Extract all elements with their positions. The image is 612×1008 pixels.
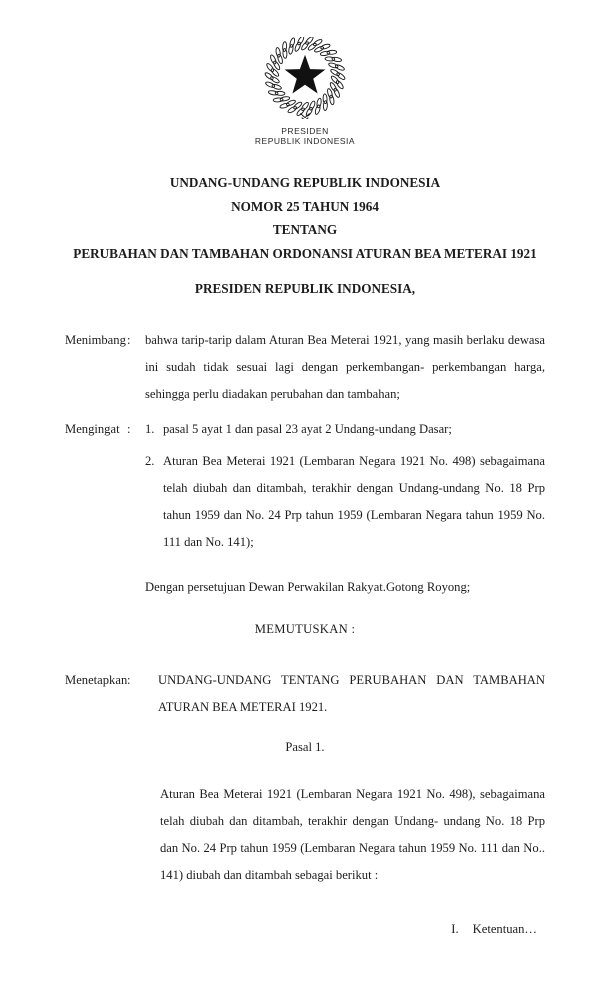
list-item-text: Aturan Bea Meterai 1921 (Lembaran Negara 1921 No. 498) sebagaimana telah diubah dan ditambah, terakhir dengan Undang-undang No. 18 Prp tahun 1959 dan No. 24 Prp tahun 1959 (Lembaran Negara tahun 1959 No. 111 dan No. 141); [163,454,545,549]
title-line-3: TENTANG [272,222,338,237]
mengingat-list [145,416,545,556]
menimbang-label: Menimbang [65,333,126,347]
pasal-1-heading: Pasal 1. [285,740,325,754]
menimbang-text: bahwa tarip-tarip dalam Aturan Bea Meterai 1921, yang masih berlaku dewasa ini sudah tidak sesuai lagi dengan perkembangan- perkembangan harga, sehingga perlu diadakan perubahan dan tambahan; [145,333,545,401]
letterhead-line2: REPUBLIK INDONESIA [254,136,356,146]
menimbang-section [65,327,545,408]
star-icon [285,55,326,94]
list-item-text: pasal 5 ayat 1 dan pasal 23 ayat 2 Undang-undang Dasar; [163,422,452,436]
catchword-numeral: I. [451,922,459,936]
menetapkan-section [65,667,545,721]
presidential-star-wreath-emblem [261,37,349,119]
letterhead [65,0,545,147]
memutuskan-heading: MEMUTUSKAN : [254,622,356,636]
list-item [145,416,545,443]
title-line-1: UNDANG-UNDANG REPUBLIK INDONESIA [169,175,441,190]
mengingat-label: Mengingat [65,422,120,436]
mengingat-section [65,416,545,556]
menimbang-colon: : [127,333,131,347]
opening-line: PRESIDEN REPUBLIK INDONESIA, [194,281,416,296]
letterhead-line1: PRESIDEN [281,126,329,136]
menetapkan-label: Menetapkan [65,673,128,687]
menetapkan-colon: : [127,673,131,687]
agreement-line: Dengan persetujuan Dewan Perwakilan Rakyat.Gotong Royong; [145,580,471,594]
title-line-4: PERUBAHAN DAN TAMBAHAN ORDONANSI ATURAN BEA METERAI 1921 [73,245,537,261]
catchword-text: Ketentuan… [472,922,537,936]
mengingat-colon: : [127,422,131,436]
list-item-number: 1. [145,422,155,436]
list-item [145,448,545,556]
document-title [65,171,545,265]
pasal-1-body: Aturan Bea Meterai 1921 (Lembaran Negara 1921 No. 498), sebagaimana telah diubah dan ditambah, terakhir dengan Undang- undang No. 18 Prp dan No. 24 Prp tahun 1959 (Lembaran Negara tahun 1959 No. 111 dan No.. 141) diubah dan ditambah sebagai berikut : [160,787,545,882]
menetapkan-text: UNDANG-UNDANG TENTANG PERUBAHAN DAN TAMBAHAN ATURAN BEA METERAI 1921. [158,673,545,714]
title-line-2: NOMOR 25 TAHUN 1964 [231,198,379,214]
list-item-number: 2. [145,454,155,468]
catchword [65,916,545,943]
